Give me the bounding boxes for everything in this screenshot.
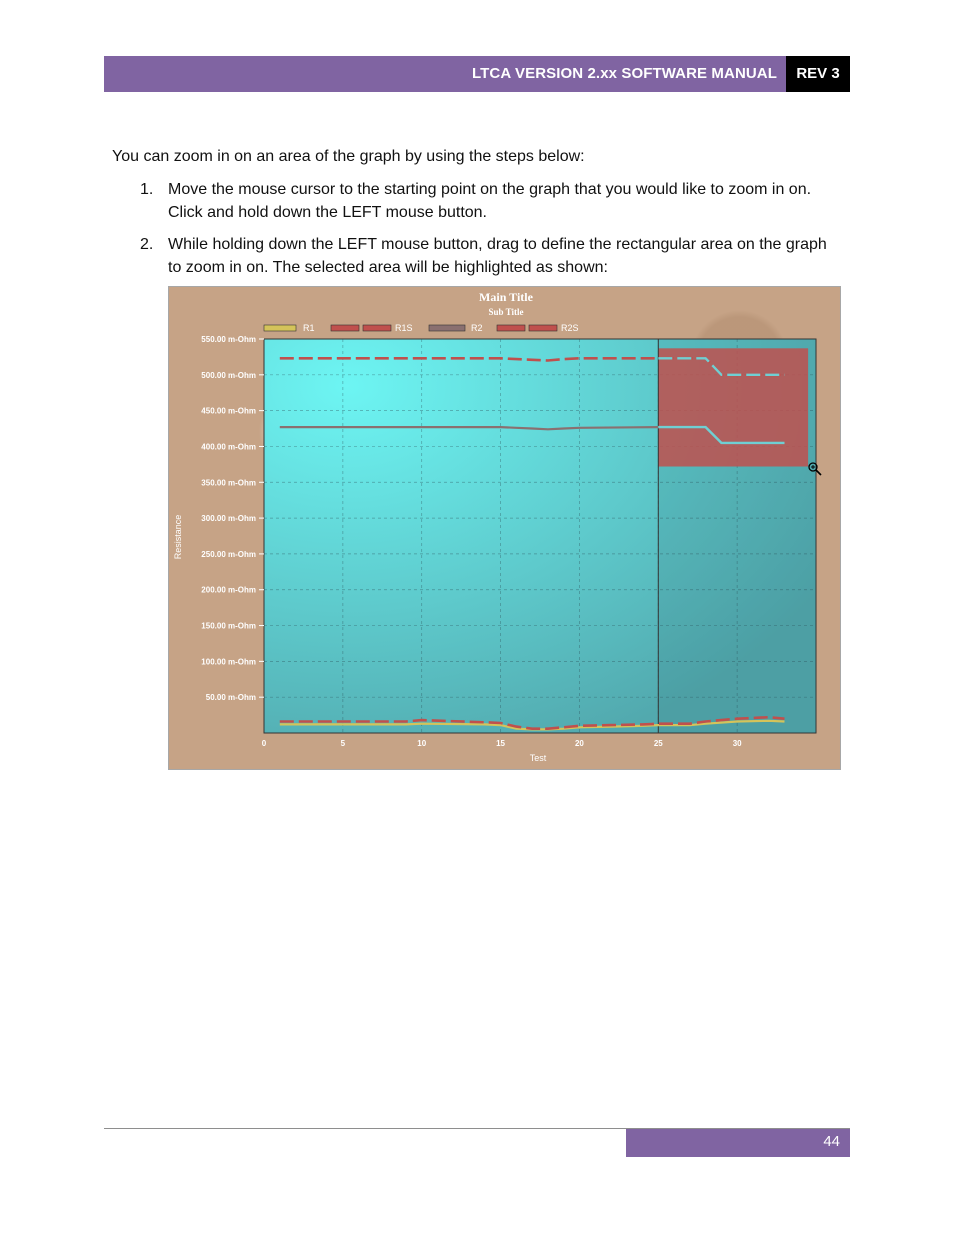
chart-title: Main Title <box>479 290 533 304</box>
x-tick-labels <box>262 739 742 748</box>
y-tick-label: 250.00 m-Ohm <box>201 549 256 559</box>
step-item <box>140 233 840 279</box>
legend-label: R1S <box>395 323 413 333</box>
y-tick-label: 100.00 m-Ohm <box>201 657 256 667</box>
y-tick-labels <box>201 335 264 702</box>
x-tick-label: 5 <box>340 739 346 748</box>
x-axis-label: Test <box>529 753 547 763</box>
x-tick-label: 10 <box>417 739 427 748</box>
legend-swatch <box>529 325 557 331</box>
legend-swatch <box>363 325 391 331</box>
y-tick-label: 50.00 m-Ohm <box>205 693 256 703</box>
steps-list <box>140 178 840 288</box>
revision-badge: REV 3 <box>786 56 850 92</box>
manual-title: LTCA VERSION 2.xx SOFTWARE MANUAL <box>472 65 777 82</box>
step-number: 2. <box>140 236 154 253</box>
y-axis-label: Resistance <box>173 514 183 560</box>
page-number: 44 <box>626 1129 850 1157</box>
legend-swatch <box>264 325 296 331</box>
resistance-chart[interactable] <box>169 287 840 769</box>
chart-legend <box>264 323 579 333</box>
y-tick-label: 500.00 m-Ohm <box>201 370 256 380</box>
x-tick-label: 25 <box>653 739 663 748</box>
y-tick-label: 400.00 m-Ohm <box>201 442 256 452</box>
legend-label: R2 <box>471 323 483 333</box>
step-text: Move the mouse cursor to the starting point on the graph that you would like to zoom in on. Click and hold down the LEFT mouse button. <box>168 181 812 221</box>
y-tick-label: 300.00 m-Ohm <box>201 514 256 524</box>
x-tick-label: 30 <box>732 739 742 748</box>
x-tick-label: 0 <box>261 739 267 748</box>
legend-label: R2S <box>561 323 579 333</box>
legend-swatch <box>331 325 359 331</box>
chart-subtitle: Sub Title <box>488 307 524 317</box>
y-tick-label: 150.00 m-Ohm <box>201 621 256 631</box>
y-tick-label: 550.00 m-Ohm <box>201 335 256 344</box>
x-tick-label: 20 <box>574 739 584 748</box>
step-item <box>140 178 840 224</box>
legend-swatch <box>429 325 465 331</box>
step-text: While holding down the LEFT mouse button, drag to define the rectangular area on the graph to zoom in on. The selected area will be highlighted as shown: <box>168 236 827 276</box>
intro-paragraph: You can zoom in on an area of the graph by using the steps below: <box>112 148 585 165</box>
page-header <box>104 56 850 92</box>
y-tick-label: 200.00 m-Ohm <box>201 585 256 595</box>
graph-screenshot <box>168 286 841 770</box>
zoom-selection-rect[interactable] <box>658 348 808 466</box>
legend-swatch <box>497 325 525 331</box>
y-tick-label: 350.00 m-Ohm <box>201 478 256 488</box>
step-number: 1. <box>140 181 154 198</box>
y-tick-label: 450.00 m-Ohm <box>201 406 256 416</box>
legend-label: R1 <box>303 323 315 333</box>
x-tick-label: 15 <box>496 739 506 748</box>
